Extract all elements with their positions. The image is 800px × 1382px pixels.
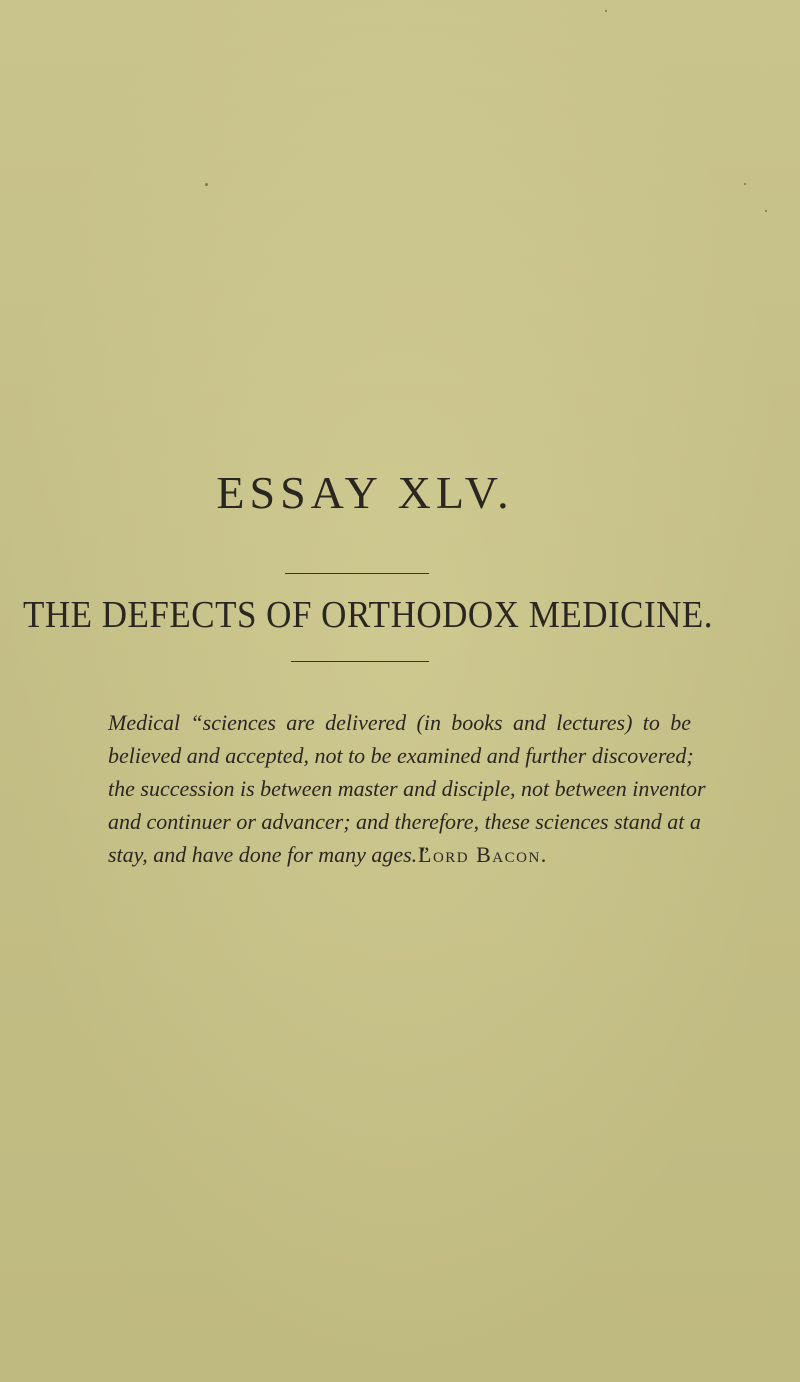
epigraph-line: stay, and have done for many ages.” [108, 842, 430, 867]
ink-speck [765, 210, 767, 212]
epigraph-attribution: Lord Bacon. [418, 842, 548, 867]
title-divider [285, 573, 429, 574]
epigraph-line: Medical “sciences are delivered (in books and lectures) to be [108, 710, 691, 735]
epigraph-line: the succession is between master and disciple, not between inventor [108, 776, 706, 801]
epigraph-line: believed and accepted, not to be examined and further discovered; [108, 743, 694, 768]
ink-speck [205, 183, 208, 186]
epigraph-line: and continuer or advancer; and therefore, these sciences stand at a [108, 809, 701, 834]
ink-speck [605, 10, 607, 12]
subtitle-divider [291, 661, 429, 662]
epigraph-quote [108, 706, 706, 871]
essay-subtitle: THE DEFECTS OF ORTHODOX MEDICINE. [22, 593, 714, 636]
essay-title: ESSAY XLV. [216, 467, 514, 518]
ink-speck [744, 183, 746, 185]
